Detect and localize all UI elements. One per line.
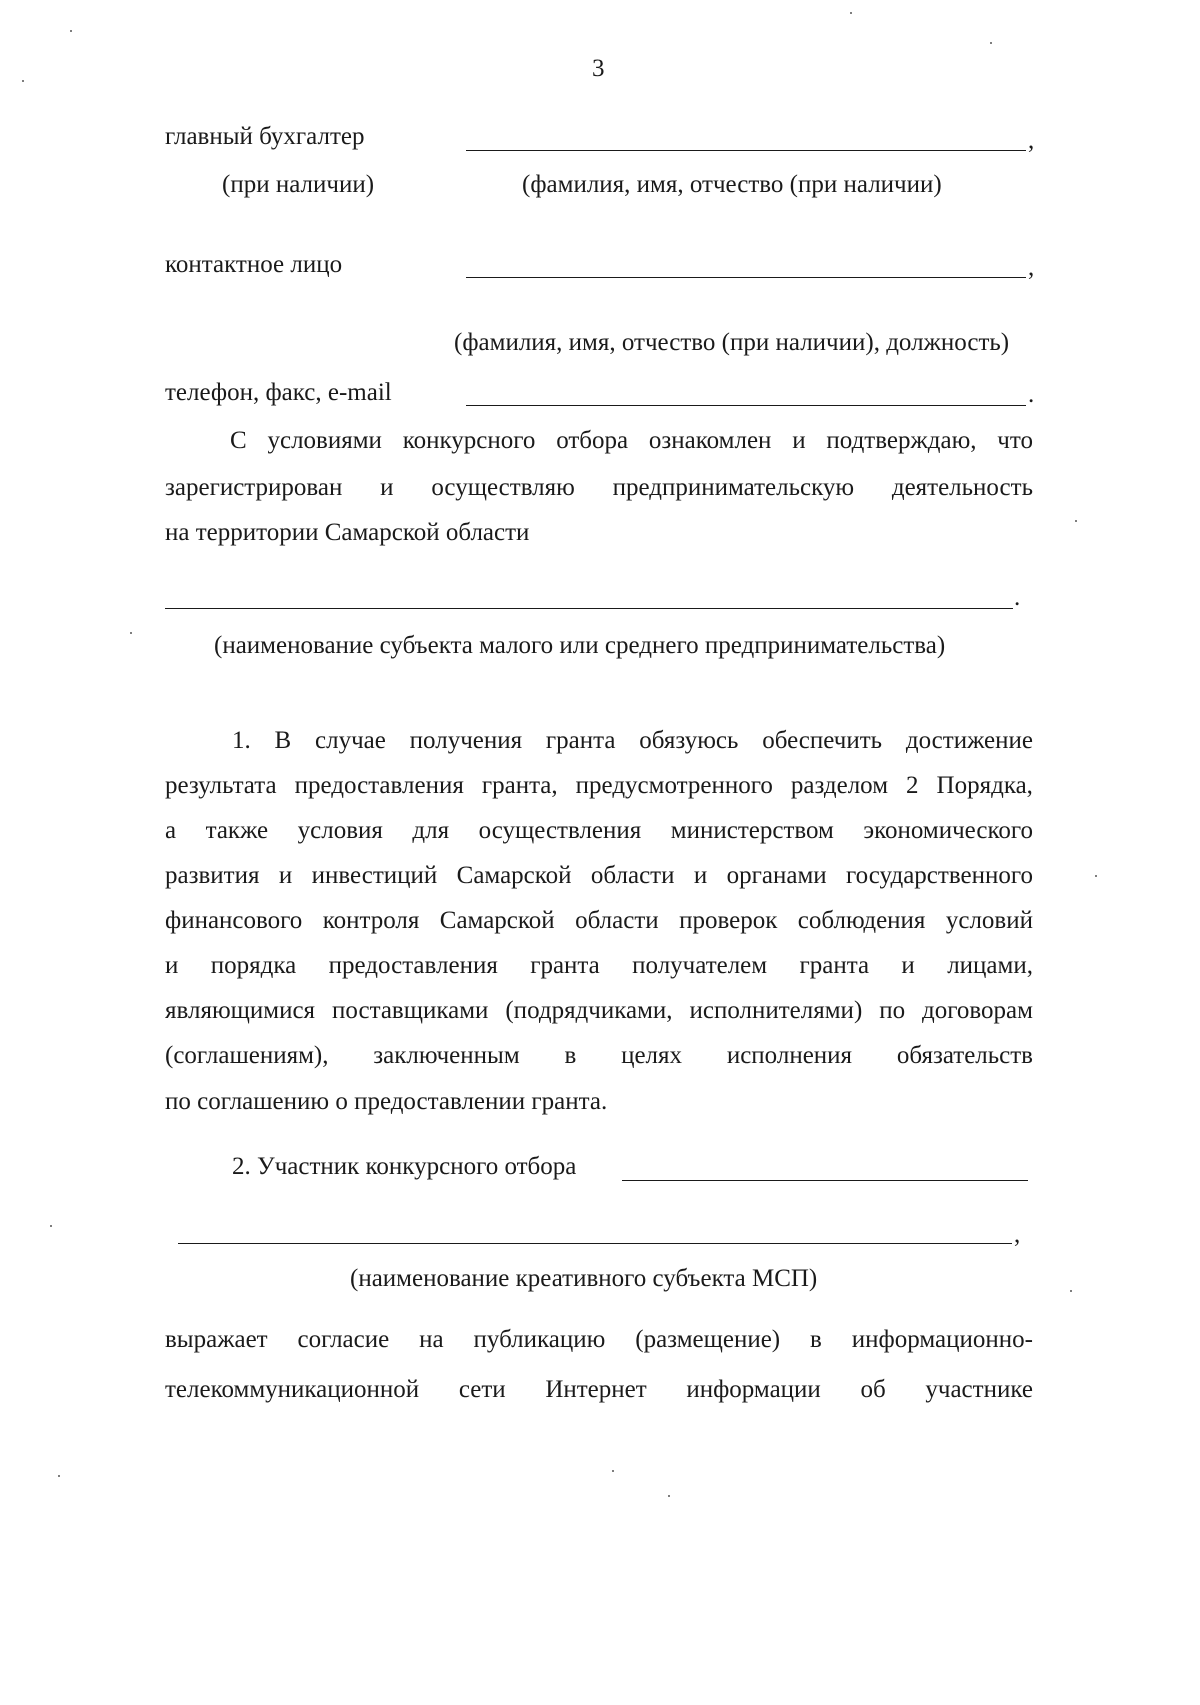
word: подтверждаю, [826,427,977,454]
phone-line [466,405,1026,406]
word: Самарской [456,862,572,889]
word: и [278,862,293,889]
word: предпринимательскую [612,474,855,501]
scan-speck [130,632,132,634]
word: являющимися [165,997,316,1024]
word: В [274,727,292,754]
clause1-last-line: по соглашению о предоставлении гранта. [165,1088,608,1115]
word: исполнения [726,1042,853,1069]
contact-person-label: контактное лицо [165,251,343,278]
scan-speck [70,30,72,32]
scan-speck [990,42,992,44]
clause1-line-2 [165,771,1033,801]
word: участнике [925,1376,1033,1403]
clause1-line-6 [165,951,1033,981]
clause1-line-7 [165,996,1033,1026]
word: информационно- [851,1326,1033,1353]
word: экономического [863,817,1033,844]
phone-end: . [1028,381,1035,408]
chief-accountant-label: главный бухгалтер [165,123,365,150]
word: ознакомлен [648,427,772,454]
word: заключенным [373,1042,520,1069]
scan-speck [1075,520,1077,522]
word: в [564,1042,577,1069]
word: что [997,427,1033,454]
word: обеспечить [762,727,883,754]
word: результата [165,772,277,799]
word: области [590,862,675,889]
word: зарегистрирован [165,474,343,501]
conditions-line-1 [230,426,1033,456]
page-number: 3 [592,55,605,82]
word: инвестиций [311,862,438,889]
clause2-label: 2. Участник конкурсного отбора [232,1153,577,1180]
word: развития [165,862,260,889]
word: области [575,907,659,934]
word: об [860,1376,886,1403]
word: публикацию [473,1326,606,1353]
word: и [792,427,806,454]
scan-speck [1070,1290,1072,1292]
word: достижение [905,727,1033,754]
word: Интернет [545,1376,647,1403]
word: Порядка, [936,772,1033,799]
word: осуществляю [431,474,575,501]
word: предоставления [294,772,464,799]
scan-speck [612,1470,614,1472]
word: (соглашениям), [165,1042,329,1069]
clause2-text-line-2 [165,1375,1033,1405]
word: проверок [679,907,778,934]
clause1-line-8 [165,1041,1033,1071]
smb-name-end: . [1014,584,1021,611]
word: финансового [165,907,303,934]
clause1-line-4 [165,861,1033,891]
word: по [879,997,906,1024]
word: на [419,1326,444,1353]
word: осуществления [478,817,642,844]
word: и [380,474,394,501]
creative-smb-hint: (наименование креативного субъекта МСП) [350,1265,818,1292]
word: конкурсного [402,427,536,454]
chief-accountant-sublabel: (при наличии) [222,171,375,198]
clause1-line-5 [165,906,1033,936]
word: разделом [790,772,889,799]
word: Самарской [439,907,555,934]
word: порядка [210,952,297,979]
word: выражает [165,1326,268,1353]
word: случае [315,727,386,754]
word: лицами, [947,952,1033,979]
conditions-line-2 [165,473,1033,503]
word: предусмотренного [575,772,773,799]
chief-accountant-end: , [1028,127,1035,154]
word: гранта [545,727,616,754]
word: телекоммуникационной [165,1376,420,1403]
word: министерством [670,817,834,844]
word: С [230,427,247,454]
scan-speck [58,1475,60,1477]
smb-name-line [165,608,1013,609]
word: (подрядчиками, [505,997,673,1024]
word: и [901,952,915,979]
clause2-end: , [1014,1221,1021,1248]
scan-speck [1095,875,1097,877]
clause2-line-1 [622,1180,1028,1181]
word: целях [621,1042,683,1069]
word: поставщиками [332,997,489,1024]
word: 1. [232,727,251,754]
word: органами [726,862,827,889]
chief-accountant-hint: (фамилия, имя, отчество (при наличии) [522,171,942,198]
word: контроля [322,907,420,934]
contact-person-hint: (фамилия, имя, отчество (при наличии), должность) [454,329,1010,356]
scan-speck [22,80,24,82]
word: обязательств [896,1042,1033,1069]
word: государственного [846,862,1033,889]
word: получения [409,727,523,754]
word: деятельность [891,474,1033,501]
word: а [165,817,177,844]
chief-accountant-line [466,150,1026,151]
contact-person-end: , [1028,254,1035,281]
word: условиями [267,427,382,454]
clause1-line-3 [165,816,1033,846]
word: сети [458,1376,506,1403]
word: для [412,817,450,844]
clause1-line-1 [232,726,1033,756]
word: согласие [297,1326,390,1353]
word: обязуюсь [639,727,739,754]
word: информации [686,1376,821,1403]
word: исполнителями) [689,997,863,1024]
word: отбора [556,427,629,454]
word: гранта [799,952,870,979]
word: условия [297,817,383,844]
phone-label: телефон, факс, e-mail [165,379,392,406]
word: условий [945,907,1033,934]
word: соблюдения [797,907,926,934]
word: (размещение) [635,1326,781,1353]
contact-person-line [466,277,1026,278]
word: гранта, [481,772,558,799]
word: также [205,817,269,844]
clause2-text-line-1 [165,1325,1033,1355]
conditions-line-3: на территории Самарской области [165,519,530,546]
scan-speck [668,1495,670,1497]
word: предоставления [328,952,498,979]
word: гранта [530,952,600,979]
word: получателем [632,952,768,979]
word: договорам [922,997,1033,1024]
smb-name-hint: (наименование субъекта малого или среднего предпринимательства) [214,632,946,659]
clause2-line-2 [178,1243,1012,1244]
scan-speck [850,12,852,14]
word: и [165,952,179,979]
scan-speck [50,1225,52,1227]
word: и [693,862,708,889]
word: 2 [906,772,919,799]
word: в [810,1326,822,1353]
